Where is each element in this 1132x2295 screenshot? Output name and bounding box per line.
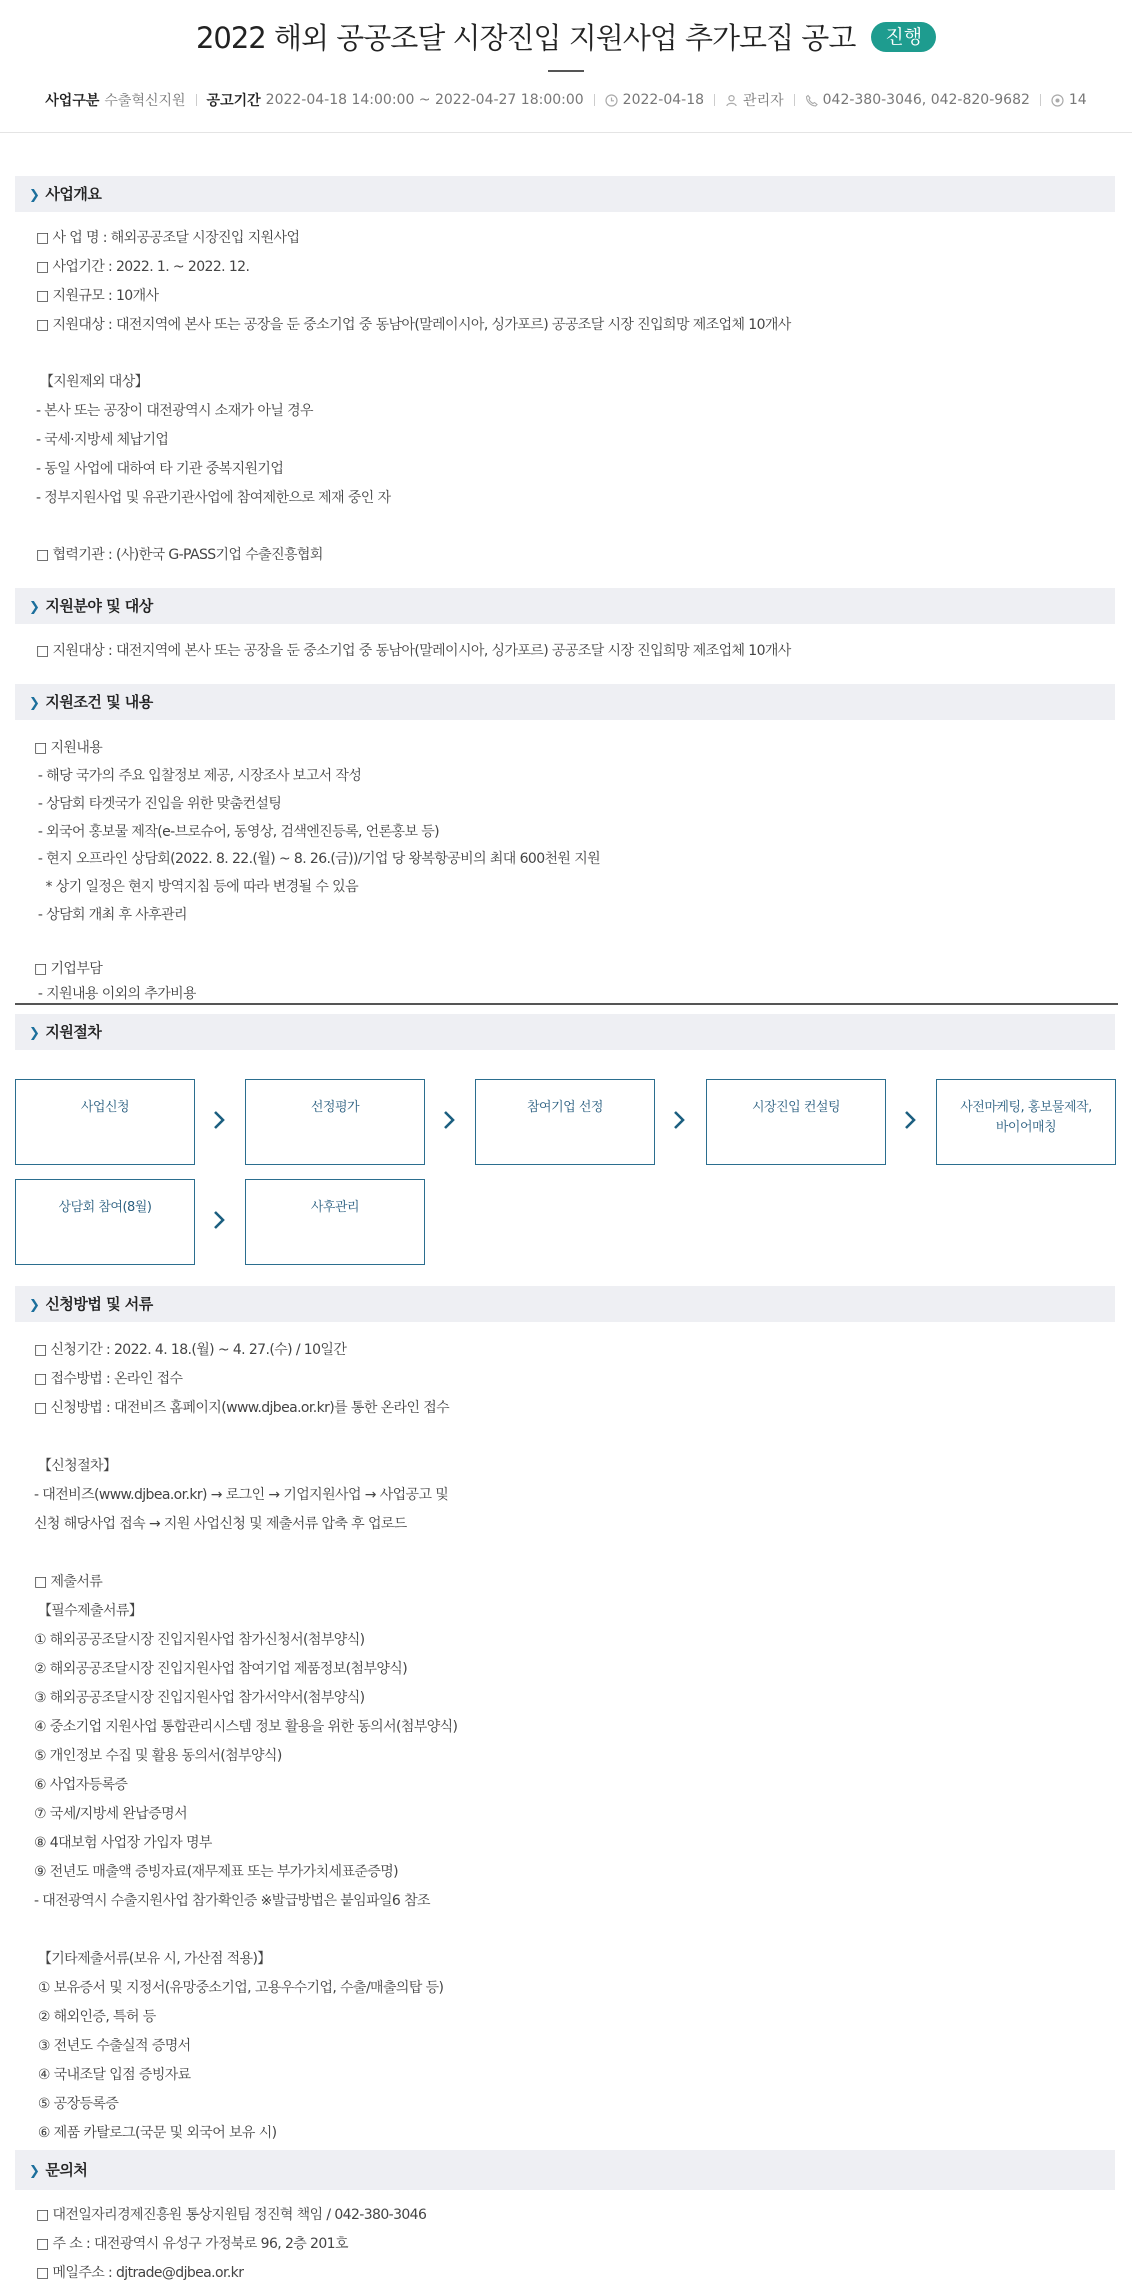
chevron-right-icon: ❯ — [29, 188, 40, 203]
section-title: 문의처 — [45, 2161, 88, 2179]
overview-line: - 정부지원사업 및 유관기관사업에 참여제한으로 제재 중인 자 — [36, 490, 391, 506]
apply-line: - 대전비즈(www.djbea.or.kr) → 로그인 → 기업지원사업 → 사업공고 및 — [34, 1487, 449, 1503]
step-label: 선정평가 — [310, 1100, 360, 1115]
section-field-header — [15, 588, 1115, 624]
section-contact-header — [15, 2150, 1115, 2190]
section-overview-header — [15, 176, 1115, 212]
contact-line: □ 대전일자리경제진흥원 통상지원팀 정진혁 책임 / 042-380-3046 — [36, 2207, 427, 2223]
apply-line: ② 해외공공조달시장 진입지원사업 참여기업 제품정보(첨부양식) — [34, 1661, 408, 1677]
procedure-step-selection — [475, 1079, 655, 1165]
meta-separator — [794, 94, 795, 106]
overview-line: - 본사 또는 공장이 대전광역시 소재가 아닐 경우 — [36, 403, 313, 419]
page-title: 2022 해외 공공조달 시장진입 지원사업 추가모집 공고 — [195, 21, 856, 55]
apply-line: 【신청절차】 — [34, 1458, 117, 1474]
conditions-line: - 외국어 홍보물 제작(e-브로슈어, 동영상, 검색엔진등록, 언론홍보 등) — [34, 824, 440, 840]
meta-separator — [196, 94, 197, 106]
user-icon — [725, 94, 738, 107]
section-title: 지원분야 및 대상 — [45, 597, 153, 615]
conditions-line: - 지원내용 이외의 추가비용 — [34, 986, 197, 1002]
apply-line: ② 해외인증, 특허 등 — [34, 2009, 156, 2025]
overview-line: - 국세·지방세 체납기업 — [36, 432, 169, 448]
apply-line: ③ 해외공공조달시장 진입지원사업 참가서약서(첨부양식) — [34, 1690, 365, 1706]
chevron-right-icon: ❯ — [29, 1298, 40, 1313]
status-badge: 진행 — [871, 22, 936, 52]
meta-separator — [714, 94, 715, 106]
conditions-line: - 해당 국가의 주요 입찰정보 제공, 시장조사 보고서 작성 — [34, 768, 362, 784]
overview-line: □ 지원규모 : 10개사 — [36, 288, 159, 304]
overview-line: □ 사업기간 : 2022. 1. ~ 2022. 12. — [36, 259, 250, 275]
chevron-right-icon: ❯ — [29, 600, 40, 615]
conditions-line: □ 기업부담 — [34, 961, 103, 977]
step-label: 사전마케팅, 홍보물제작, 바이어매칭 — [960, 1100, 1092, 1135]
period-label: 공고기간 — [206, 93, 261, 109]
procedure-step-meeting — [15, 1179, 195, 1265]
apply-line: □ 신청방법 : 대전비즈 홈페이지(www.djbea.or.kr)를 통한 온라인 접수 — [34, 1400, 450, 1416]
chevron-right-icon — [901, 1108, 919, 1132]
overview-line: □ 협력기관 : (사)한국 G-PASS기업 수출진흥협회 — [36, 547, 323, 563]
conditions-line: - 상담회 개최 후 사후관리 — [34, 907, 187, 923]
overview-line: 【지원제외 대상】 — [36, 374, 149, 390]
post-meta — [0, 90, 1132, 110]
apply-line: 【필수제출서류】 — [34, 1603, 143, 1619]
chevron-right-icon — [210, 1208, 228, 1232]
apply-line: □ 접수방법 : 온라인 접수 — [34, 1371, 183, 1387]
meta-separator — [594, 94, 595, 106]
post-author: 관리자 — [743, 93, 784, 109]
phone-icon — [805, 94, 818, 107]
post-date: 2022-04-18 — [622, 92, 705, 108]
conditions-line: □ 지원내용 — [34, 740, 103, 756]
chevron-right-icon — [440, 1108, 458, 1132]
apply-line: ⑤ 개인정보 수집 및 활용 동의서(첨부양식) — [34, 1748, 282, 1764]
procedure-step-marketing — [936, 1079, 1116, 1165]
step-label: 시장진입 컨설팅 — [751, 1100, 841, 1115]
step-label: 상담회 참여(8월) — [58, 1200, 152, 1215]
apply-line: ⑧ 4대보험 사업장 가입자 명부 — [34, 1835, 212, 1851]
period-value: 2022-04-18 14:00:00 ~ 2022-04-27 18:00:00 — [265, 92, 584, 108]
apply-line: ④ 국내조달 입점 증빙자료 — [34, 2067, 191, 2083]
chevron-right-icon: ❯ — [29, 2164, 40, 2179]
page-header — [0, 16, 1132, 57]
apply-line: ⑦ 국세/지방세 완납증명서 — [34, 1806, 188, 1822]
overview-line: □ 사 업 명 : 해외공공조달 시장진입 지원사업 — [36, 230, 300, 246]
apply-line: □ 제출서류 — [34, 1574, 103, 1590]
section-apply-header — [15, 1286, 1115, 1322]
section-title: 지원절차 — [45, 1023, 102, 1041]
contact-phone: 042-380-3046, 042-820-9682 — [822, 92, 1030, 108]
section-divider — [15, 1003, 1118, 1005]
section-title: 사업개요 — [45, 185, 102, 203]
procedure-step-evaluation — [245, 1079, 425, 1165]
step-label: 참여기업 선정 — [527, 1100, 603, 1115]
section-procedure-header — [15, 1014, 1115, 1050]
section-title: 지원조건 및 내용 — [45, 693, 153, 711]
category-value: 수출혁신지원 — [104, 93, 186, 109]
conditions-line: * 상기 일정은 현지 방역지침 등에 따라 변경될 수 있음 — [34, 879, 359, 895]
conditions-line: - 현지 오프라인 상담회(2022. 8. 22.(월) ~ 8. 26.(금))/기업 당 왕복항공비의 최대 600천원 지원 — [34, 851, 601, 867]
overview-line: □ 지원대상 : 대전지역에 본사 또는 공장을 둔 중소기업 중 동남아(말레이시아, 싱가포르) 공공조달 시장 진입희망 제조업체 10개사 — [36, 317, 791, 333]
apply-line: ① 해외공공조달시장 진입지원사업 참가신청서(첨부양식) — [34, 1632, 365, 1648]
contact-email: □ 메일주소 : djtrade@djbea.or.kr — [36, 2265, 244, 2281]
title-underline — [548, 70, 584, 72]
procedure-step-consulting — [706, 1079, 886, 1165]
chevron-right-icon: ❯ — [29, 696, 40, 711]
conditions-line: - 상담회 타겟국가 진입을 위한 맞춤컨설팅 — [34, 796, 282, 812]
apply-line: ① 보유증서 및 지정서(유망중소기업, 고용우수기업, 수출/매출의탑 등) — [34, 1980, 444, 1996]
apply-line: □ 신청기간 : 2022. 4. 18.(월) ~ 4. 27.(수) / 10일간 — [34, 1342, 347, 1358]
contact-line: □ 주 소 : 대전광역시 유성구 가정북로 96, 2층 201호 — [36, 2236, 348, 2252]
apply-line: ⑨ 전년도 매출액 증빙자료(재무제표 또는 부가가치세표준증명) — [34, 1864, 399, 1880]
step-label: 사후관리 — [310, 1200, 360, 1215]
apply-line: ④ 중소기업 지원사업 통합관리시스템 정보 활용을 위한 동의서(첨부양식) — [34, 1719, 458, 1735]
apply-line: ⑤ 공장등록증 — [34, 2096, 119, 2112]
apply-line: 신청 해당사업 접속 → 지원 사업신청 및 제출서류 압축 후 업로드 — [34, 1516, 407, 1532]
apply-line: ③ 전년도 수출실적 증명서 — [34, 2038, 191, 2054]
chevron-right-icon — [670, 1108, 688, 1132]
overview-line: - 동일 사업에 대하여 타 기관 중복지원기업 — [36, 461, 284, 477]
view-count: 14 — [1068, 92, 1087, 108]
procedure-step-apply — [15, 1079, 195, 1165]
field-line: □ 지원대상 : 대전지역에 본사 또는 공장을 둔 중소기업 중 동남아(말레이시아, 싱가포르) 공공조달 시장 진입희망 제조업체 10개사 — [36, 643, 791, 659]
apply-line: 【기타제출서류(보유 시, 가산점 적용)】 — [34, 1951, 271, 1967]
apply-line: ⑥ 제품 카탈로그(국문 및 외국어 보유 시) — [34, 2125, 277, 2141]
chevron-right-icon: ❯ — [29, 1026, 40, 1041]
category-label: 사업구분 — [45, 93, 100, 109]
chevron-right-icon — [210, 1108, 228, 1132]
procedure-step-followup — [245, 1179, 425, 1265]
step-label: 사업신청 — [80, 1100, 130, 1115]
clock-icon — [605, 94, 618, 107]
meta-separator — [1040, 94, 1041, 106]
meta-divider — [0, 132, 1132, 133]
section-title: 신청방법 및 서류 — [45, 1295, 153, 1313]
eye-icon — [1051, 94, 1064, 107]
section-conditions-header — [15, 684, 1115, 720]
apply-line: ⑥ 사업자등록증 — [34, 1777, 128, 1793]
apply-line: - 대전광역시 수출지원사업 참가확인증 ※발급방법은 붙임파일6 참조 — [34, 1893, 430, 1909]
